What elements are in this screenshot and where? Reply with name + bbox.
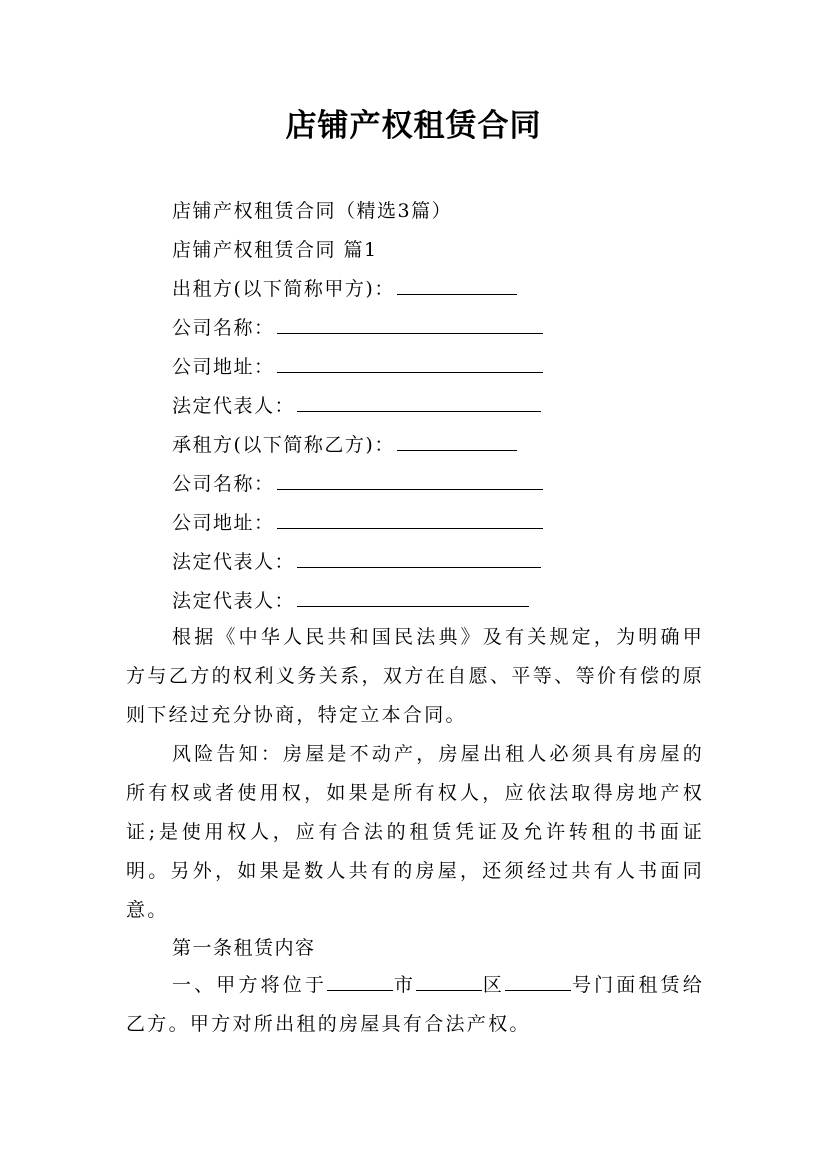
lessee-rep-label: 法定代表人： — [172, 551, 296, 573]
article-clause-paragraph — [126, 966, 704, 1044]
lessor-rep-label: 法定代表人： — [172, 395, 296, 417]
lessor-company-label: 公司名称： — [172, 317, 275, 339]
lessee-company-blank — [277, 471, 543, 490]
lessee-rep2-blank — [297, 588, 529, 607]
lessee-rep2-label: 法定代表人： — [172, 590, 296, 612]
article-heading-text: 第一条租赁内容 — [172, 937, 316, 959]
clause-prefix: 一、甲方将位于 — [172, 974, 328, 996]
lessee-address-line — [172, 510, 543, 536]
clause-city: 市 — [393, 974, 417, 996]
lessor-address-line — [172, 354, 543, 380]
lessor-address-label: 公司地址： — [172, 356, 275, 378]
clause-suffix: 号门面租赁给乙方。甲方对所出租的房屋具有合法产权。 — [126, 974, 704, 1035]
lessee-rep-line — [172, 549, 541, 575]
lessee-company-label: 公司名称： — [172, 473, 275, 495]
lessor-blank — [397, 276, 517, 295]
section-heading-text: 店铺产权租赁合同 篇1 — [172, 239, 378, 261]
city-blank — [327, 972, 393, 991]
lessee-rep-blank — [297, 549, 541, 568]
risk-paragraph: 风险告知：房屋是不动产，房屋出租人必须具有房屋的所有权或者使用权，如果是所有权人，应依法取得房地产权证;是使用权人，应有合法的租赁凭证及允许转租的书面证明。另外，如果是数人共有的房屋，还须经过共有人书面同意。 — [126, 743, 704, 921]
section-heading — [172, 237, 378, 263]
lessee-line — [172, 432, 517, 458]
lessor-company-blank — [277, 315, 543, 334]
article-heading — [172, 935, 316, 961]
subtitle-line — [172, 198, 452, 224]
lessor-label: 出租方(以下简称甲方)： — [172, 278, 395, 300]
number-blank — [505, 972, 571, 991]
clause-district: 区 — [482, 974, 506, 996]
lessee-address-blank — [277, 510, 543, 529]
document-title: 店铺产权租赁合同 — [285, 108, 542, 144]
subtitle-text: 店铺产权租赁合同（精选3篇） — [172, 200, 453, 222]
lessor-address-blank — [277, 354, 543, 373]
lessor-company-line — [172, 315, 543, 341]
lessee-company-line — [172, 471, 543, 497]
basis-paragraph: 根据《中华人民共和国民法典》及有关规定，为明确甲方与乙方的权利义务关系，双方在自愿、平等、等价有偿的原则下经过充分协商，特定立本合同。 — [126, 626, 704, 726]
lessee-label: 承租方(以下简称乙方)： — [172, 434, 395, 456]
lessor-rep-blank — [297, 393, 541, 412]
lessor-line — [172, 276, 517, 302]
lessee-blank — [397, 432, 517, 451]
district-blank — [416, 972, 482, 991]
lessor-rep-line — [172, 393, 541, 419]
lessee-rep2-line — [172, 588, 529, 614]
lessee-address-label: 公司地址： — [172, 512, 275, 534]
